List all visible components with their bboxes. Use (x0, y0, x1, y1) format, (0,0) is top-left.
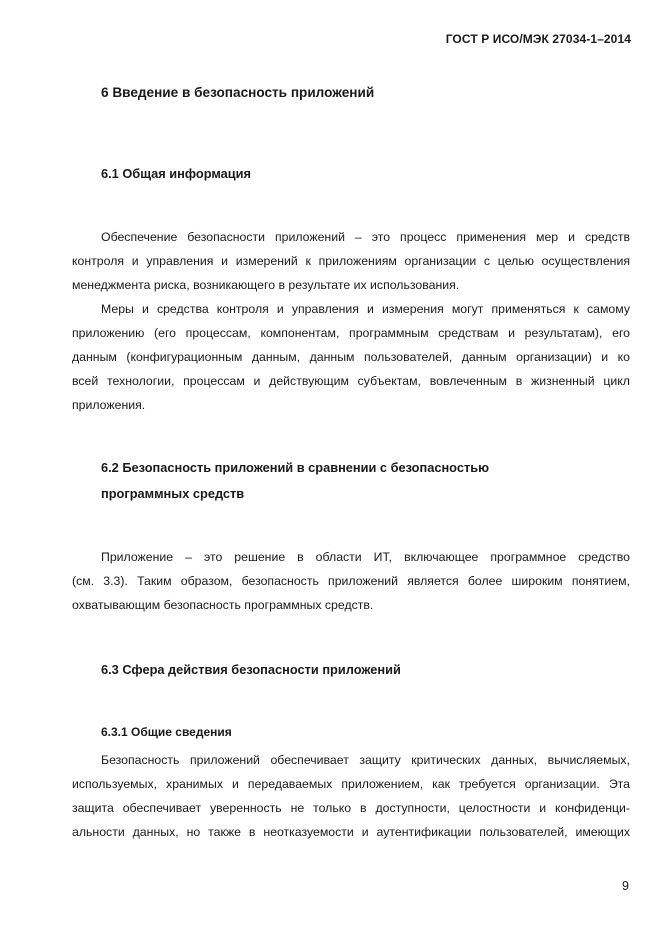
paragraph-line: приложения. (72, 398, 146, 412)
paragraph-line: Обеспечение безопасности приложений – это процесс применения мер и средств (101, 230, 630, 244)
paragraph-line: приложению (его процессам, компонентам, программным средствам и результатам), его (72, 326, 630, 340)
paragraph-line: защита обеспечивает уверенность не только в доступности, целостности и конфиденци- (72, 801, 630, 815)
standard-code: ГОСТ Р ИСО/МЭК 27034-1–2014 (445, 32, 631, 46)
section-6-3-1-heading: 6.3.1 Общие сведения (101, 725, 232, 739)
section-6-1-heading: 6.1 Общая информация (101, 166, 252, 181)
paragraph-line: охватывающим безопасность программных средств. (72, 598, 374, 612)
section-6-heading: 6 Введение в безопасность приложений (101, 85, 375, 100)
paragraph-line: всей технологии, процессам и действующим субъектам, вовлеченным в жизненный цикл (72, 374, 630, 388)
paragraph-line: Приложение – это решение в области ИТ, включающее программное средство (101, 550, 630, 564)
paragraph-line: альности данных, но также в неотказуемости и аутентификации пользователей, имеющих (72, 825, 630, 839)
paragraph-line: контроля и управления и измерений к приложениям организации с целью осуществления (72, 254, 630, 268)
section-6-2-heading-line1: 6.2 Безопасность приложений в сравнении с безопасностью (101, 460, 490, 475)
page-number: 9 (622, 879, 629, 893)
section-6-3-heading: 6.3 Сфера действия безопасности приложений (101, 662, 401, 677)
paragraph-line: Меры и средства контроля и управления и измерения могут применяться к самому (101, 302, 630, 316)
paragraph-line: данным (конфигурационным данным, данным пользователей, данным организации) и ко (72, 350, 630, 364)
paragraph-line: менеджмента риска, возникающего в результате их использования. (72, 278, 460, 292)
paragraph-line: используемых, хранимых и передаваемых приложением, как требуется организации. Эта (72, 777, 630, 791)
paragraph-line: (см. 3.3). Таким образом, безопасность приложений является более широким понятием, (72, 574, 630, 588)
section-6-2-heading-line2: программных средств (101, 486, 245, 501)
paragraph-line: Безопасность приложений обеспечивает защиту критических данных, вычисляемых, (101, 753, 630, 767)
